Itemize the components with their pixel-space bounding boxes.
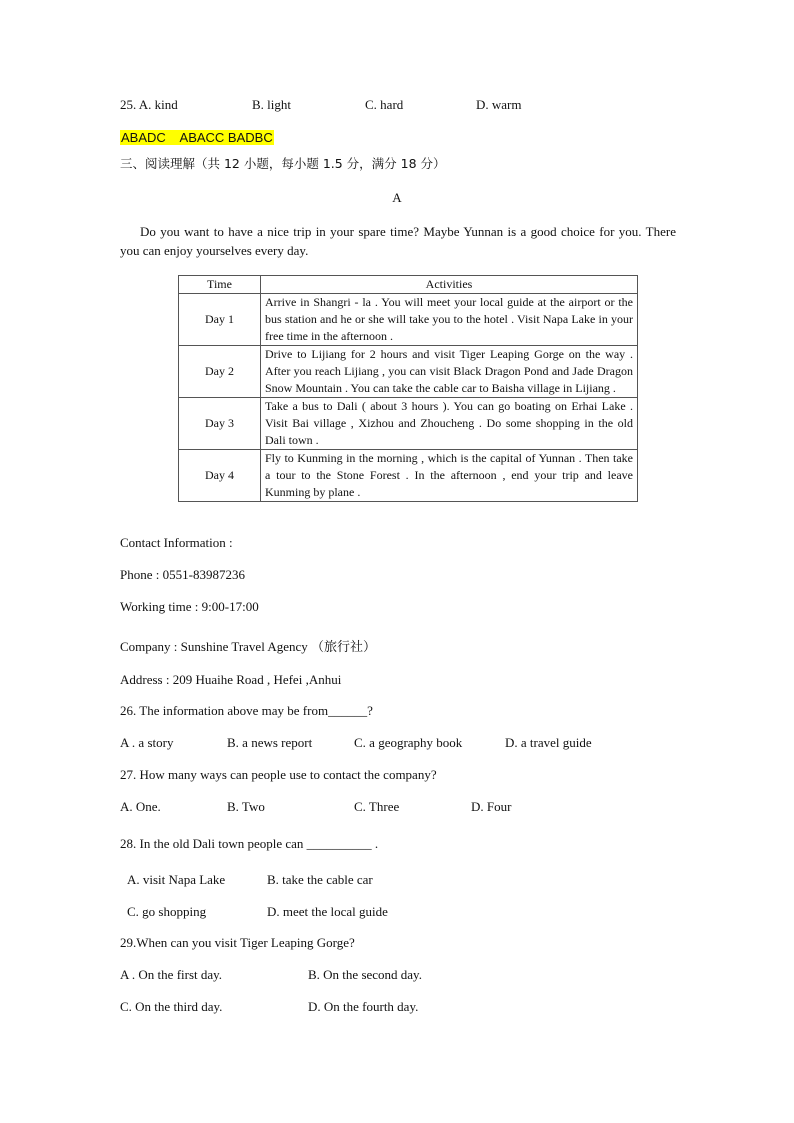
contact-phone: Phone : 0551-83987236 (120, 567, 245, 582)
day-cell: Day 4 (179, 450, 261, 502)
day-cell: Day 2 (179, 346, 261, 398)
itinerary-table (178, 275, 638, 502)
q25-option-b: B. light (252, 97, 292, 112)
q27-stem: 27. How many ways can people use to contact the company? (120, 767, 437, 782)
contact-hours: Working time : 9:00-17:00 (120, 599, 259, 614)
q25-number: 25. (120, 97, 137, 112)
q28-option-b: B. take the cable car (267, 872, 373, 887)
q26-option-b: B. a news report (227, 735, 313, 750)
q26-option-d: D. a travel guide (505, 735, 592, 750)
q28-option-a: A. visit Napa Lake (127, 872, 226, 887)
table-header-row (179, 276, 638, 294)
activity-cell: Take a bus to Dali ( about 3 hours ). You can go boating on Erhai Lake . Visit Bai village , Xizhou and Zhoucheng . Do some shopping in the old Dali town . (261, 398, 638, 450)
q27-option-c: C. Three (354, 799, 400, 814)
q29-stem: 29.When can you visit Tiger Leaping Gorge? (120, 935, 355, 950)
q25-option-a-text: A. kind (138, 97, 178, 112)
q26-option-a: A . a story (120, 735, 174, 750)
q28-option-d: D. meet the local guide (267, 904, 388, 919)
day-cell: Day 1 (179, 294, 261, 346)
table-row (179, 346, 638, 398)
day-cell: Day 3 (179, 398, 261, 450)
q25-option-c: C. hard (365, 97, 404, 112)
activity-cell: Drive to Lijiang for 2 hours and visit Tiger Leaping Gorge on the way . After you reach Lijiang , you can visit Black Dragon Pond and Jade Dragon Snow Mountain . You can take the cable car to Baisha village in Lijiang . (261, 346, 638, 398)
q27-option-d: D. Four (471, 799, 512, 814)
q29-option-a: A . On the first day. (120, 967, 223, 982)
q27-option-a: A. One. (120, 799, 161, 814)
q25-option-a (120, 97, 178, 113)
answer-key: ABADC ABACC BADBC (121, 130, 273, 145)
table-row (179, 294, 638, 346)
q29-option-d: D. On the fourth day. (308, 999, 419, 1014)
q28-stem: 28. In the old Dali town people can __________ . (120, 836, 379, 851)
section-heading: 三、阅读理解（共 12 小题，每小题 1.5 分，满分 18 分） (120, 156, 446, 171)
intro-paragraph: Do you want to have a nice trip in your spare time? Maybe Yunnan is a good choice for you. There you can enjoy yourselves every day. (120, 224, 676, 258)
contact-address: Address : 209 Huaihe Road , Hefei ,Anhui (120, 672, 342, 687)
q26-option-c: C. a geography book (354, 735, 463, 750)
q25-option-d: D. warm (476, 97, 522, 112)
passage-label: A (392, 190, 402, 205)
contact-company: Company : Sunshine Travel Agency （旅行社） (120, 639, 377, 654)
header-time: Time (179, 276, 261, 294)
table-row (179, 450, 638, 502)
q26-stem: 26. The information above may be from______? (120, 703, 373, 718)
contact-heading: Contact Information : (120, 535, 233, 550)
q29-option-c: C. On the third day. (120, 999, 223, 1014)
activity-cell: Fly to Kunming in the morning , which is the capital of Yunnan . Then take a tour to the Stone Forest . In the afternoon , end your trip and leave Kunming by plane . (261, 450, 638, 502)
q29-option-b: B. On the second day. (308, 967, 422, 982)
activity-cell: Arrive in Shangri - la . You will meet your local guide at the airport or the bus station and he or she will take you to the hotel . Visit Napa Lake in your free time in the afternoon . (261, 294, 638, 346)
q28-option-c: C. go shopping (127, 904, 207, 919)
header-activities: Activities (261, 276, 638, 294)
q27-option-b: B. Two (227, 799, 265, 814)
table-row (179, 398, 638, 450)
